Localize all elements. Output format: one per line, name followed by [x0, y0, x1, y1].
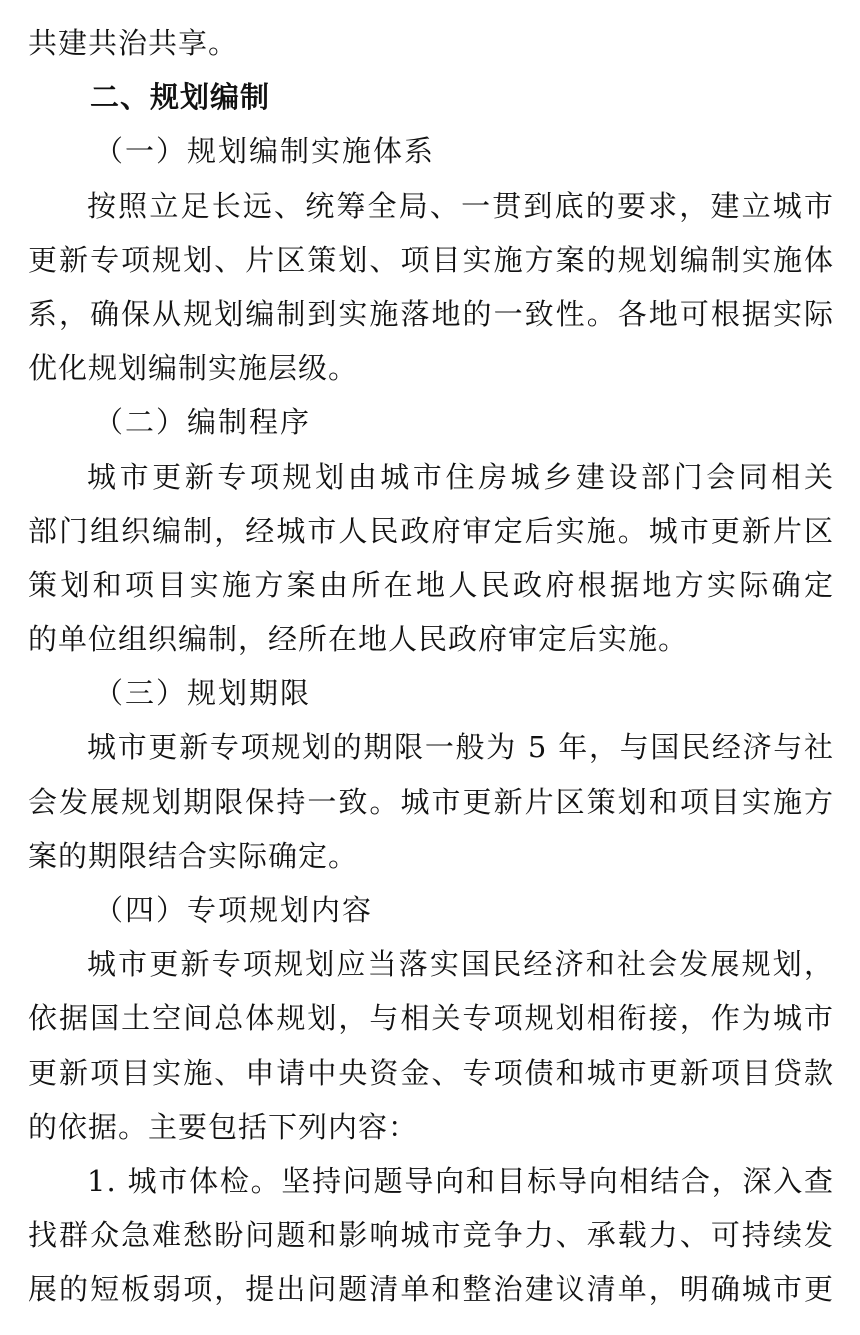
subsection-heading: （一）规划编制实施体系	[94, 134, 436, 169]
subsection-heading: （四）专项规划内容	[94, 893, 374, 927]
paragraph-line: 城市更新专项规划的期限一般为 5 年，与国民经济与社	[87, 730, 834, 765]
paragraph-line: 部门组织编制，经城市人民政府审定后实施。城市更新片区	[28, 513, 834, 548]
paragraph-line: 展的短板弱项，提出问题清单和整治建议清单，明确城市更	[28, 1272, 834, 1307]
paragraph-end-line: 的单位组织编制，经所在地人民政府审定后实施。	[28, 622, 689, 657]
list-item-line: 1. 城市体检。坚持问题导向和目标导向相结合，深入查	[87, 1163, 834, 1198]
paragraph-line: 找群众急难愁盼问题和影响城市竞争力、承载力、可持续发	[28, 1218, 834, 1253]
paragraph-line: 按照立足长远、统筹全局、一贯到底的要求，建立城市	[87, 188, 834, 223]
paragraph-end-line: 优化规划编制实施层级。	[28, 351, 359, 386]
paragraph-line: 系，确保从规划编制到实施落地的一致性。各地可根据实际	[28, 296, 834, 331]
paragraph-line: 依据国土空间总体规划，与相关专项规划相衔接，作为城市	[28, 1001, 834, 1036]
paragraph-end-line: 的依据。主要包括下列内容：	[28, 1109, 419, 1144]
paragraph-line: 策划和项目实施方案由所在地人民政府根据地方实际确定	[28, 567, 834, 602]
section-heading: 二、规划编制	[90, 80, 271, 115]
subsection-heading: （三）规划期限	[94, 676, 312, 711]
paragraph-line: 更新专项规划、片区策划、项目实施方案的规划编制实施体	[28, 242, 834, 277]
paragraph-line: 更新项目实施、申请中央资金、专项债和城市更新项目贷款	[28, 1055, 834, 1090]
subsection-heading: （二）编制程序	[94, 405, 312, 440]
paragraph-line: 城市更新专项规划由城市住房城乡建设部门会同相关	[87, 459, 834, 494]
paragraph-end-line: 案的期限结合实际确定。	[28, 838, 359, 873]
paragraph-line: 会发展规划期限保持一致。城市更新片区策划和项目实施方	[28, 784, 834, 819]
paragraph-end-line: 共建共治共享。	[28, 26, 239, 60]
paragraph-line: 城市更新专项规划应当落实国民经济和社会发展规划，	[87, 947, 834, 982]
